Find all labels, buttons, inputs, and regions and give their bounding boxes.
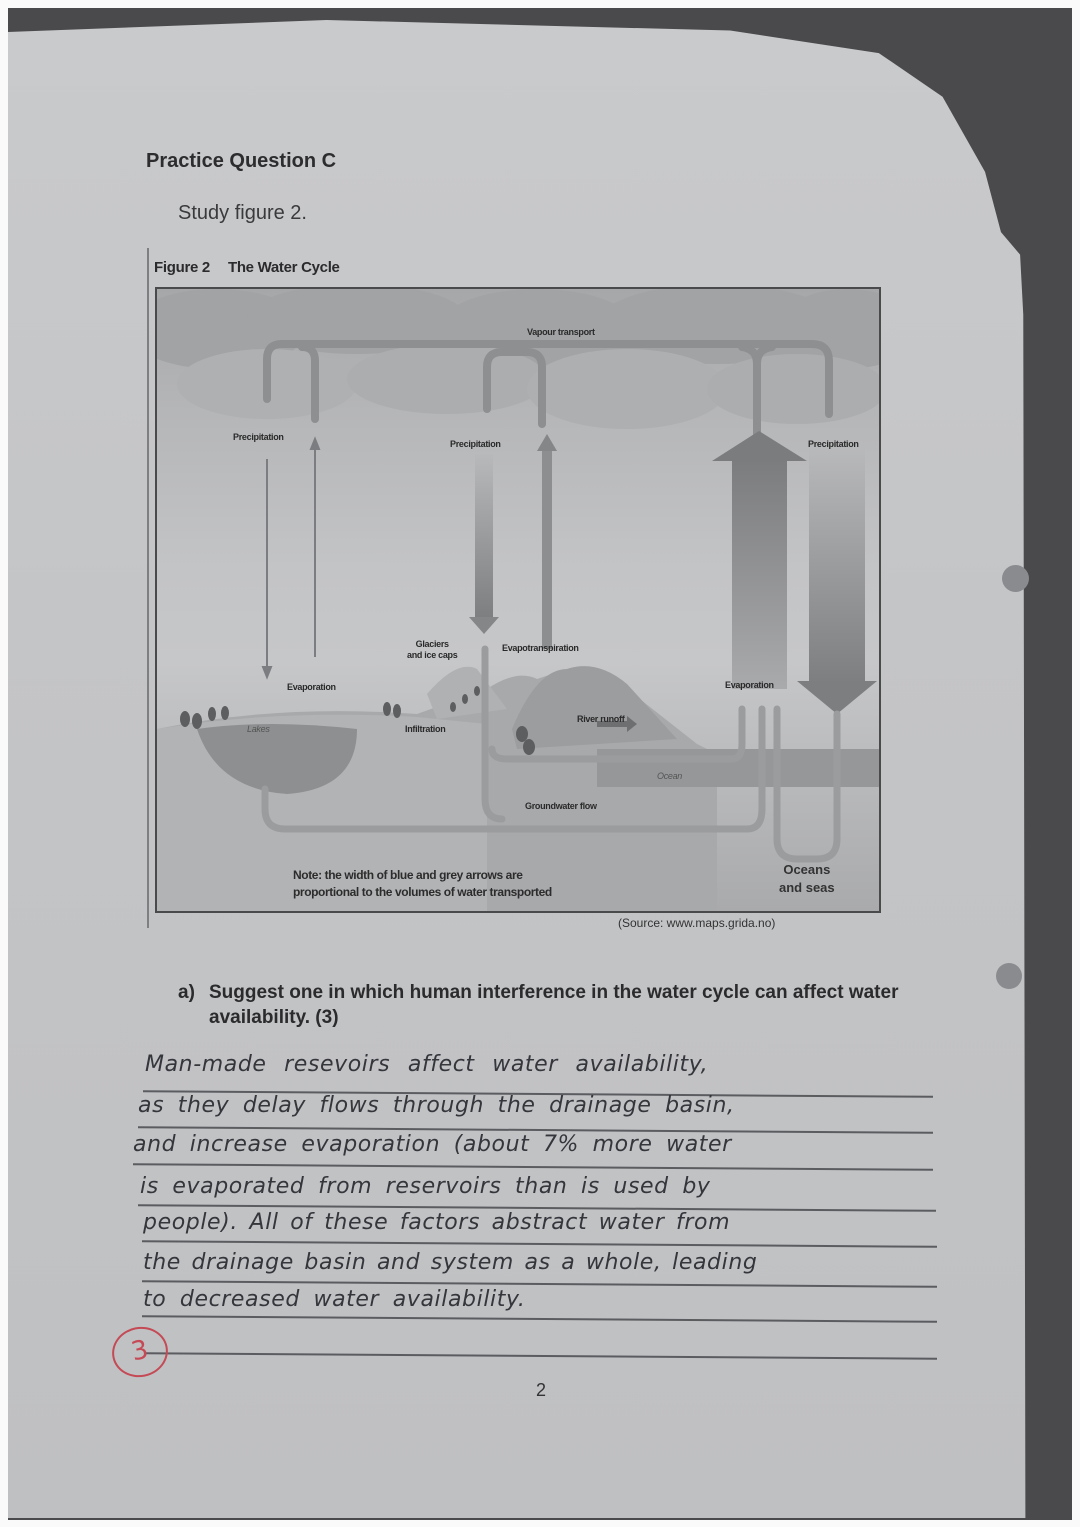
label-oceans-and-seas: [779, 861, 835, 897]
label-infiltration: Infiltration: [405, 724, 446, 734]
label-glaciers-line1: Glaciers: [415, 639, 449, 649]
label-evapotranspiration: Evapotranspiration: [502, 643, 579, 653]
figure-note: [293, 867, 552, 901]
page-number: 2: [536, 1380, 547, 1400]
figure-note-line1: Note: the width of blue and grey arrows are: [293, 868, 523, 882]
label-precipitation-right: Precipitation: [808, 439, 859, 449]
water-cycle-illustration: [157, 289, 881, 913]
label-oceans-line2: and seas: [779, 880, 835, 895]
punch-hole-bottom: [996, 963, 1022, 989]
figure-number: Figure 2: [154, 259, 210, 276]
label-precipitation-middle: Precipitation: [450, 439, 501, 449]
answer-line-3: and increase evaporation (about 7% more water: [133, 1132, 732, 1157]
question-text: Suggest one in which human interference in the water cycle can affect water availability. (3): [209, 982, 899, 1028]
figure-note-line2: proportional to the volumes of water transported: [293, 885, 552, 899]
ocean-evaporation-arrow: [712, 431, 807, 689]
lake-arrows: [263, 439, 319, 677]
answer-line-7: to decreased water availability.: [143, 1287, 526, 1312]
figure-margin-rule: [147, 248, 149, 928]
question-a: [178, 980, 948, 1030]
label-precipitation-left: Precipitation: [233, 432, 284, 442]
answer-line-1: Man-made resevoirs affect water availability,: [145, 1052, 709, 1077]
label-oceans-line1: Oceans: [783, 862, 831, 877]
label-vapour-transport: Vapour transport: [527, 327, 595, 337]
page-title: Practice Question C: [146, 150, 337, 172]
answer-line-5: people). All of these factors abstract water from: [143, 1210, 731, 1235]
question-letter: a): [178, 982, 195, 1003]
label-evaporation-left: Evaporation: [287, 682, 336, 692]
water-cycle-diagram: [155, 287, 881, 913]
label-groundwater-flow: Groundwater flow: [525, 801, 597, 811]
label-glaciers-line2: and ice caps: [407, 650, 458, 660]
ocean-precipitation-arrow: [797, 449, 877, 714]
label-lakes: Lakes: [247, 724, 270, 734]
label-ocean: Ocean: [657, 771, 683, 781]
figure-source: (Source: www.maps.grida.no): [618, 916, 776, 930]
answer-line-2: as they delay flows through the drainage basin,: [138, 1093, 735, 1118]
label-river-runoff: River runoff: [577, 714, 625, 724]
answer-line-6: the drainage basin and system as a whole, leading: [143, 1250, 758, 1275]
punch-hole-top: [1002, 565, 1029, 592]
label-evaporation-right: Evaporation: [725, 680, 774, 690]
teacher-mark: 3: [107, 1322, 172, 1383]
label-glaciers: [407, 639, 457, 661]
figure-title: The Water Cycle: [227, 259, 340, 276]
evapotranspiration-arrow: [542, 449, 552, 649]
mountains: [512, 666, 677, 749]
figure-caption: [154, 259, 340, 276]
instruction-text: Study figure 2.: [178, 202, 307, 224]
answer-line-4: is evaporated from reservoirs than is used by: [140, 1174, 711, 1199]
precipitation-middle-arrow: [475, 454, 493, 619]
